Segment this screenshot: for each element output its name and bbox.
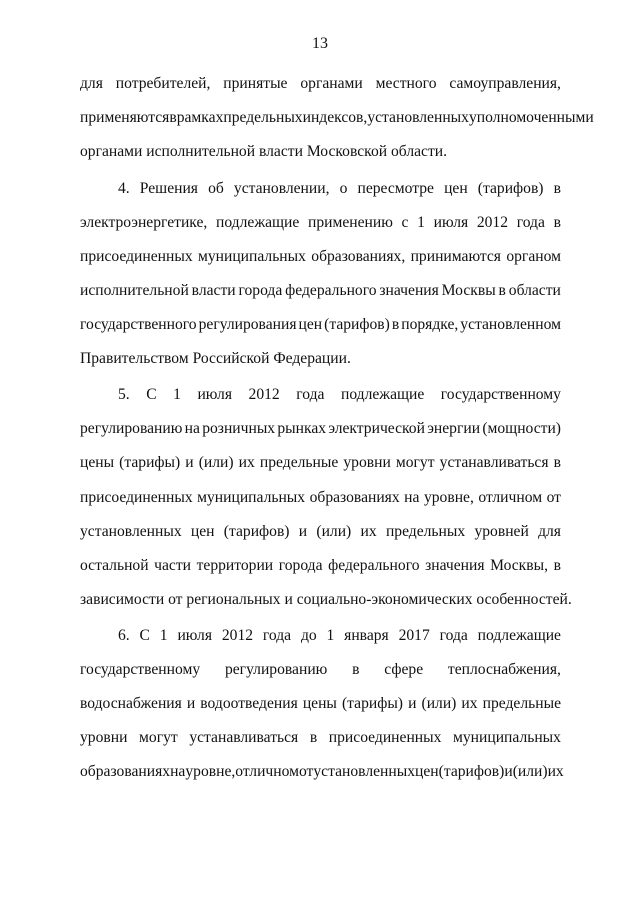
word: июля (197, 386, 233, 403)
word: (или) (316, 523, 352, 540)
text-line: органами исполнительной власти Московской области. (80, 143, 448, 160)
word: местного (375, 75, 437, 92)
word: цен (415, 763, 439, 780)
word: органами (300, 75, 363, 92)
word: федерального (285, 282, 377, 299)
word: территории (196, 557, 274, 574)
word: 1 (326, 627, 335, 644)
word: муниципальных (453, 729, 561, 746)
text-line (118, 626, 561, 646)
word: уполномоченными (468, 109, 594, 126)
word: и (186, 695, 196, 712)
word: (мощности) (482, 420, 561, 437)
word: года (439, 627, 468, 644)
text-line (80, 522, 561, 542)
text-line (80, 74, 561, 94)
text-line (80, 762, 564, 782)
word: потребителей, (115, 75, 211, 92)
word: применяются (80, 109, 170, 126)
word: власти (191, 282, 236, 299)
word: в (309, 729, 318, 746)
word: на (184, 420, 200, 437)
word: государственному (440, 386, 561, 403)
text-line (80, 419, 561, 439)
word: присоединенных (80, 248, 193, 265)
word: устанавливаться (189, 729, 299, 746)
word: их (238, 454, 255, 471)
word: образованиях, (311, 248, 406, 265)
word: на (404, 489, 420, 506)
word: принимаются (410, 248, 501, 265)
word: уровни (80, 729, 128, 746)
word: предельные (259, 454, 339, 471)
text-line (80, 556, 561, 576)
word: об (208, 180, 224, 197)
word: предельных (385, 523, 466, 540)
word: в (169, 109, 177, 126)
word: значения (425, 557, 485, 574)
word: пересмотре (357, 180, 434, 197)
text-line (118, 179, 561, 199)
word: 1 (417, 214, 425, 231)
word: могут (395, 454, 435, 471)
word: цен (190, 523, 215, 540)
word: (или) (421, 695, 457, 712)
word: С (139, 627, 150, 644)
word: в (553, 557, 561, 574)
word: могут (139, 729, 178, 746)
word: образованиях (80, 763, 171, 780)
word: 4. (118, 180, 130, 197)
word: июля (177, 627, 212, 644)
word: о (339, 180, 348, 197)
word: отличном (478, 489, 543, 506)
text-line (80, 694, 561, 714)
word: цен (444, 180, 468, 197)
word: рамках (176, 109, 224, 126)
word: принятые (223, 75, 288, 92)
word: до (300, 627, 317, 644)
word: отличном (235, 763, 299, 780)
word: и (185, 454, 194, 471)
word: (тарифы) (341, 695, 404, 712)
word: регулированию (224, 661, 328, 678)
word: года (296, 386, 325, 403)
word: в (553, 454, 561, 471)
word: их (461, 695, 478, 712)
word: С (146, 386, 157, 403)
word: цены (302, 695, 337, 712)
text-line (80, 453, 561, 473)
word: установленных (367, 109, 469, 126)
word: органом (506, 248, 561, 265)
word: водоснабжения (80, 695, 182, 712)
word: 2017 (398, 627, 430, 644)
word: значения (379, 282, 439, 299)
word: государственного (80, 316, 197, 333)
word: муниципальных (197, 489, 306, 506)
word: 5. (118, 386, 130, 403)
word: января (344, 627, 389, 644)
word: регулирования (198, 316, 297, 333)
word: уровне, (185, 763, 236, 780)
word: 2012 (476, 214, 509, 231)
word: от (546, 489, 561, 506)
word: Решения (139, 180, 198, 197)
word: (тарифов) (438, 763, 505, 780)
word: июля (433, 214, 469, 231)
word: муниципальных (197, 248, 306, 265)
text-line (80, 108, 594, 128)
word: года (516, 214, 545, 231)
word: 2012 (221, 627, 254, 644)
word: рынках (277, 420, 327, 437)
text-line: зависимости от региональных и социально-экономических особенностей. (80, 591, 572, 608)
word: года (262, 627, 292, 644)
word: индексов, (302, 109, 368, 126)
text-line (80, 315, 561, 335)
word: остальной (80, 557, 149, 574)
word: электроэнергетике, (80, 214, 208, 231)
word: присоединенных (80, 489, 193, 506)
word: области (508, 282, 561, 299)
word: от (298, 763, 314, 780)
word: уровне, (423, 489, 474, 506)
word: для (538, 523, 561, 540)
word: в (553, 180, 561, 197)
word: их (360, 523, 377, 540)
word: водоотведения (200, 695, 298, 712)
word: розничных (202, 420, 276, 437)
word: предельные (482, 695, 561, 712)
word: самоуправления, (449, 75, 561, 92)
word: (тарифов) (324, 316, 390, 333)
word: и (298, 523, 308, 540)
word: электрической (328, 420, 425, 437)
word: предельных (223, 109, 303, 126)
word: федерального (328, 557, 420, 574)
text-line (80, 728, 561, 748)
word: устанавливаться (439, 454, 549, 471)
word: цены (80, 454, 115, 471)
word: подлежащие (340, 386, 425, 403)
word: их (547, 763, 564, 780)
word: регулированию (80, 420, 183, 437)
word: установленном (460, 316, 561, 333)
word: в (352, 661, 360, 678)
word: с (401, 214, 409, 231)
word: 1 (159, 627, 168, 644)
word: города (238, 282, 283, 299)
word: теплоснабжения, (447, 661, 561, 678)
word: цен (298, 316, 323, 333)
word: (или) (198, 454, 234, 471)
word: в (498, 282, 506, 299)
word: сфере (384, 661, 424, 678)
word: установлении, (233, 180, 330, 197)
word: (тарифов) (223, 523, 290, 540)
word: государственному (80, 661, 201, 678)
word: и (408, 695, 417, 712)
word: 2012 (248, 386, 280, 403)
word: 6. (118, 627, 130, 644)
word: применению (307, 214, 393, 231)
text-line (80, 660, 561, 680)
word: части (154, 557, 191, 574)
word: для (80, 75, 103, 92)
text-line (80, 488, 561, 508)
word: в (391, 316, 400, 333)
word: 1 (173, 386, 181, 403)
page-number: 13 (312, 35, 328, 52)
word: установленных (313, 763, 415, 780)
text-line (80, 281, 561, 301)
text-line (80, 213, 561, 233)
word: установленных (80, 523, 182, 540)
text-line: Правительством Российской Федерации. (80, 350, 351, 367)
word: уровней (474, 523, 529, 540)
word: на (170, 763, 186, 780)
word: образованиях (309, 489, 400, 506)
word: (тарифы) (119, 454, 181, 471)
word: города (278, 557, 323, 574)
word: энергии (427, 420, 481, 437)
word: и (504, 763, 513, 780)
word: в (553, 214, 561, 231)
word: (или) (512, 763, 548, 780)
word: (тарифов) (477, 180, 544, 197)
word: исполнительной (80, 282, 189, 299)
word: Москвы (441, 282, 496, 299)
word: Москвы, (490, 557, 548, 574)
word: уровни (343, 454, 391, 471)
word: подлежащие (215, 214, 300, 231)
text-line (118, 385, 561, 405)
word: присоединенных (328, 729, 442, 746)
word: порядке, (401, 316, 459, 333)
text-line (80, 247, 561, 267)
word: подлежащие (477, 627, 561, 644)
